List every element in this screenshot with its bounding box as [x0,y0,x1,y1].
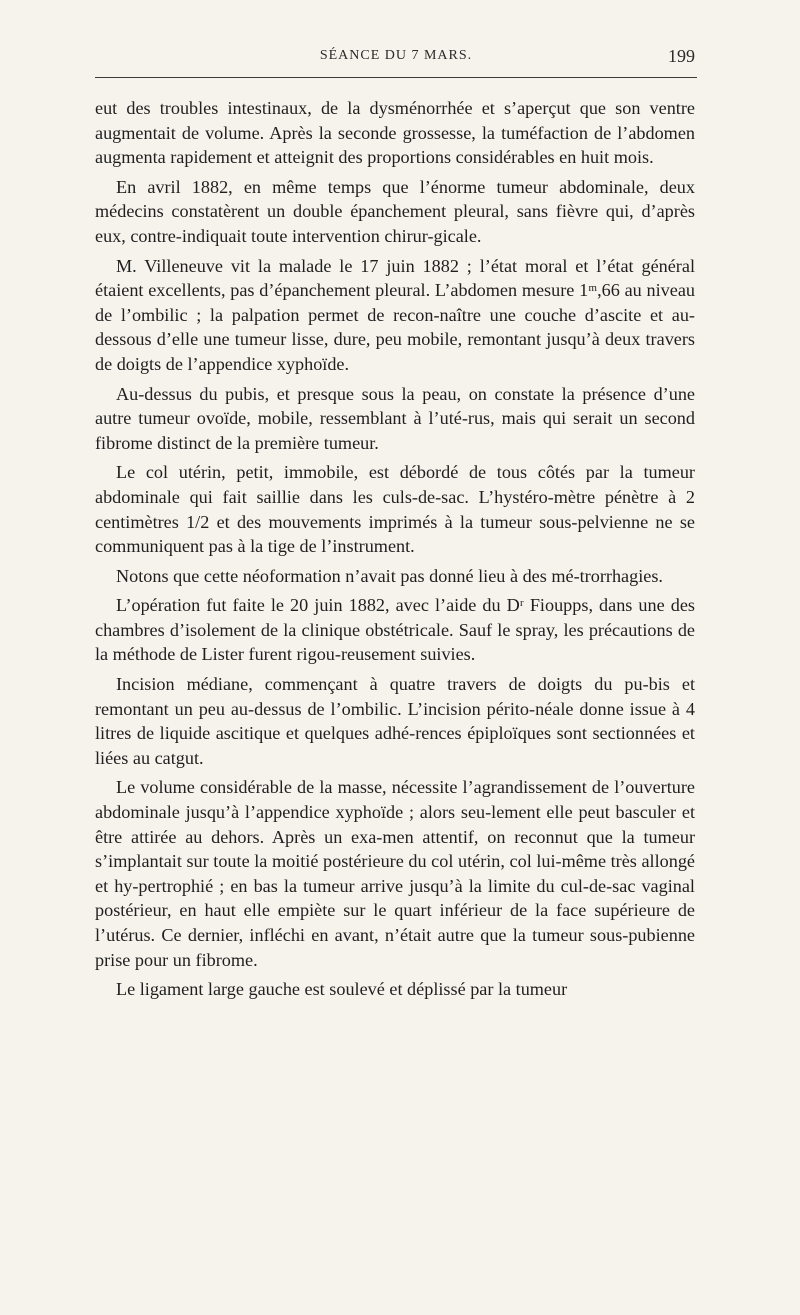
header-rule [95,77,697,78]
paragraph: M. Villeneuve vit la malade le 17 juin 1882 ; l’état moral et l’état général étaient excellents, pas d’épanchement pleural. L’abdomen mesure 1ᵐ,66 au niveau de l’ombilic ; la palpation permet de recon-naître une couche d’ascite et au-dessous d’elle une tumeur lisse, dure, peu mobile, remontant jusqu’à deux travers de doigts de l’appendice xyphoïde. [95,255,695,374]
paragraph: Incision médiane, commençant à quatre travers de doigts du pu-bis et remontant un peu au-dessus de l’ombilic. L’incision périto-néale donne issue à 4 litres de liquide ascitique et quelques adhé-rences épiploïques sont sectionnées et liées au catgut. [95,674,695,768]
paragraph: Notons que cette néoformation n’avait pas donné lieu à des mé-trorrhagies. [116,565,663,586]
paragraph: En avril 1882, en même temps que l’énorme tumeur abdominale, deux médecins constatèrent un double épanchement pleural, sans fièvre qui, d’après eux, contre-indiquait toute intervention chirur-gicale. [95,176,695,246]
paragraph: L’opération fut faite le 20 juin 1882, avec l’aide du Dʳ Fioupps, dans une des chambres d’isolement de la clinique obstétricale. Sauf le spray, les précautions de la méthode de Lister furent rigou-reusement suivies. [95,595,695,665]
page-number: 199 [668,46,695,66]
paragraph: Le volume considérable de la masse, nécessite l’agrandissement de l’ouverture abdominale jusqu’à l’appendice xyphoïde ; alors seu-lement elle peut basculer et être attirée au dehors. Après un exa-men attentif, on reconnut que la tumeur s’implantait sur toute la moitié postérieure du col utérin, col lui-même très allongé et hy-pertrophié ; en bas la tumeur arrive jusqu’à la limite du cul-de-sac vaginal postérieur, en haut elle empiète sur le quart inférieur de la face supérieure de l’utérus. Ce dernier, infléchi en avant, n’était autre que la tumeur sous-pubienne prise pour un fibrome. [95,777,695,970]
paragraph: Le ligament large gauche est soulevé et déplissé par la tumeur [116,979,568,1000]
paragraph: Au-dessus du pubis, et presque sous la peau, on constate la présence d’une autre tumeur ovoïde, mobile, ressemblant à l’uté-rus, mais qui serait un second fibrome distinct de la première tumeur. [95,383,695,453]
page-header [95,46,697,70]
paragraph: eut des troubles intestinaux, de la dysménorrhée et s’aperçut que son ventre augmentait de volume. Après la seconde grossesse, la tuméfaction de l’abdomen augmenta rapidement et atteignit des proportions considérables en huit mois. [95,98,695,168]
body-text [95,96,695,1007]
paragraph: Le col utérin, petit, immobile, est débordé de tous côtés par la tumeur abdominale qui fait saillie dans les culs-de-sac. L’hystéro-mètre pénètre à 2 centimètres 1/2 et des mouvements imprimés à la tumeur sous-pelvienne ne se communiquent pas à la tige de l’instrument. [95,462,695,557]
running-head: SÉANCE DU 7 MARS. [319,48,473,63]
